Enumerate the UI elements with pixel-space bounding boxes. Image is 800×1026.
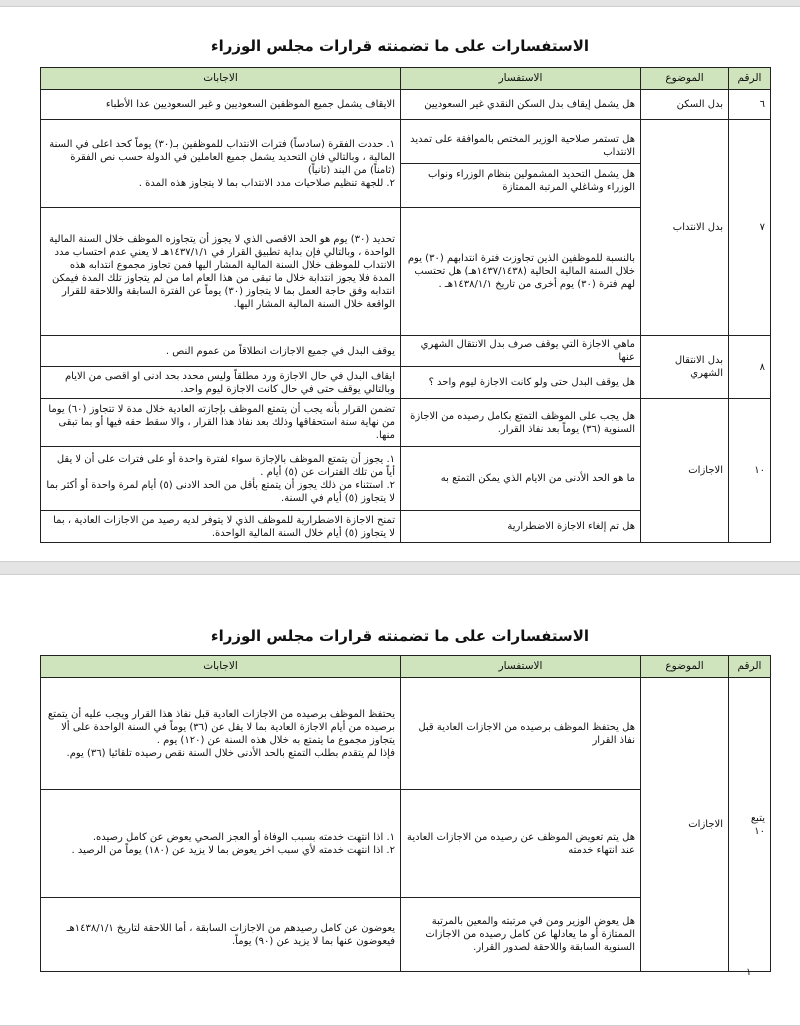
table-row (41, 399, 771, 447)
row-answer (41, 790, 401, 898)
row-topic: بدل الانتقال الشهري (641, 336, 729, 399)
header-answer: الاجابات (41, 656, 401, 678)
answer-text: ٢. للجهة تنظيم صلاحيات مدد الانتداب بما لا يتجاوز هذه المدة . (138, 177, 395, 189)
header-question: الاستفسار (401, 68, 641, 90)
row-number: ٨ (729, 336, 771, 399)
row-question (401, 120, 641, 208)
answer-text: ١. حددت الفقرة (سادساً) فترات الانتداب للموظفين بـ(٣٠) يوماً كحد اعلى في السنة المالية ، وبالتالي فان التحديد يشمل جميع العاملين في الدولة حسب نص الفقرة (ثامناً) من البند (ثانياً) (49, 138, 395, 176)
divider (401, 163, 640, 164)
row-question: ماهي الاجازة التي يوقف صرف بدل الانتقال الشهري عنها (401, 336, 641, 367)
document-page-2 (0, 574, 800, 1026)
answer-text: يحتفظ الموظف برصيده من الاجازات العادية قبل نفاذ هذا القرار ويجب عليه أن يتمتع برصيده من أيام الاجازة العادية بما لا يقل عن (٣٦) يوماً في السنة الواحدة على ألا يتجاوز مجموع ما يتمتع به خلال هذه السنة عن (١٢٠) يوم . (47, 708, 395, 746)
row-answer: يعوضون عن كامل رصيدهم من الاجازات السابقة ، أما اللاحقة لتاريخ ١٤٣٨/١/١هـ فيعوضون عنها بما لا يزيد عن (٩٠) يوماً. (41, 898, 401, 972)
table-header-row (41, 68, 771, 90)
document-page-1 (0, 6, 800, 562)
row-answer: ايقاف البدل في حال الاجازة ورد مطلقاً وليس محدد بحد ادنى او اقصى من الايام وبالتالي يوقف حتى في حال كانت الاجازة ليوم واحد. (41, 367, 401, 399)
row-question: هل تم إلغاء الاجازة الاضطرارية (401, 511, 641, 543)
row-answer: يوقف البدل في جميع الاجازات انطلاقاً من عموم النص . (41, 336, 401, 367)
inquiries-table (40, 67, 771, 543)
table-row (41, 336, 771, 367)
question-text: هل تستمر صلاحية الوزير المختص بالموافقة على تمديد الانتداب (410, 134, 635, 158)
row-question: هل يجب على الموظف التمتع بكامل رصيده من الاجازة السنوية (٣٦) يوماً بعد نفاذ القرار. (401, 399, 641, 447)
inquiries-table (40, 655, 771, 972)
row-question: ما هو الحد الأدنى من الايام الذي يمكن التمتع به (401, 447, 641, 511)
table-header-row (41, 656, 771, 678)
table-row (41, 678, 771, 790)
answer-text: ٢. اذا انتهت خدمته لأي سبب اخر يعوض بما لا يزيد عن (١٨٠) يوماً من الرصيد . (71, 844, 395, 856)
row-number: ١٠ (729, 399, 771, 543)
row-answer: الايقاف يشمل جميع الموظفين السعوديين و غير السعوديين عدا الأطباء (41, 90, 401, 120)
row-answer: تحديد (٣٠) يوم هو الحد الاقصى الذي لا يجوز أن يتجاوزه الموظف خلال السنة المالية الواحدة ، وبالتالي فإن بداية تطبيق القرار في ١٤٣٧/١/١هـ لا يعني عدم احتساب مدد الانتداب للموظف خلال السنة المالية المشار اليها فمن تجاوز مجموع انتدابه هذه المدة فلا يجوز انتدابة خلال ما تبقى من هذا العام اما من لم يتجاوز تلك المدة فيمكن انتدابه وفق حاجة العمل بما لا يتجاوز (٣٠) يوماً عن الفترة السابقة واللاحقة للقرار الواقعة خلال السنة المالية المشار اليها. (41, 208, 401, 336)
row-question: هل يشمل إيقاف بدل السكن النقدي غير السعوديين (401, 90, 641, 120)
row-number (729, 678, 771, 972)
row-topic: بدل السكن (641, 90, 729, 120)
row-answer (41, 678, 401, 790)
page-title: الاستفسارات على ما تضمنته قرارات مجلس الوزراء (210, 627, 590, 645)
answer-text: ١. اذا انتهت خدمته بسبب الوفاة أو العجز الصحي يعوض عن كامل رصيده. (92, 831, 395, 843)
header-topic: الموضوع (641, 656, 729, 678)
row-topic: الاجازات (641, 399, 729, 543)
continued-label: يتبع (750, 812, 765, 824)
table-row (41, 90, 771, 120)
row-answer (41, 120, 401, 208)
row-number: ٦ (729, 90, 771, 120)
row-answer (41, 447, 401, 511)
answer-text: ٢. استثناء من ذلك يجوز أن يتمتع بأقل من الحد الادنى (٥) أيام لمرة واحدة أو أكثر بما لا يتجاوز (٥) أيام في السنة. (46, 479, 395, 504)
header-answer: الاجابات (41, 68, 401, 90)
row-question: بالنسبة للموظفين الذين تجاوزت فترة انتدابهم (٣٠) يوم خلال السنة المالية الحالية (١٤٣٧/١٤٣٨هـ) هل تحتسب لهم فترة (٣٠) يوم أخرى من تاريخ ١٤٣٨/١/١هـ . (401, 208, 641, 336)
row-number: ٧ (729, 120, 771, 336)
page-title: الاستفسارات على ما تضمنته قرارات مجلس الوزراء (210, 37, 590, 55)
header-num: الرقم (729, 68, 771, 90)
answer-text: فإذا لم يتقدم بطلب التمتع بالحد الأدنى خلال السنة نقص رصيده تلقائيا (٣٦) يوم. (66, 747, 395, 759)
row-question: هل يحتفظ الموظف برصيده من الاجازات العادية قبل نفاذ القرار (401, 678, 641, 790)
header-topic: الموضوع (641, 68, 729, 90)
header-question: الاستفسار (401, 656, 641, 678)
table-row (41, 120, 771, 208)
question-text: هل يشمل التحديد المشمولين بنظام الوزراء ونواب الوزراء وشاغلي المرتبة الممتازة (427, 169, 635, 193)
row-question: هل يوقف البدل حتى ولو كانت الاجازة ليوم واحد ؟ (401, 367, 641, 399)
page-number: ١ (746, 967, 752, 978)
row-question: هل يتم تعويض الموظف عن رصيده من الاجازات العادية عند انتهاء خدمته (401, 790, 641, 898)
row-topic: الاجازات (641, 678, 729, 972)
row-answer: تضمن القرار بأنه يجب أن يتمتع الموظف بإجازته العادية خلال مدة لا تتجاوز (٦٠) يوما من نهاية سنة استحقاقها وذلك بعد نفاذ هذا القرار ، والا سقط حقه فيها أو بما تبقى منها. (41, 399, 401, 447)
row-number-value: ١٠ (754, 825, 765, 837)
row-topic: بدل الانتداب (641, 120, 729, 336)
answer-text: ١. يجوز أن يتمتع الموظف بالإجازة سواء لفترة واحدة أو على فترات على أن لا يقل أياً من تلك الفترات عن (٥) أيام . (56, 453, 395, 478)
header-num: الرقم (729, 656, 771, 678)
row-answer: تمنح الاجازة الاضطرارية للموظف الذي لا يتوفر لديه رصيد من الاجازات العادية ، بما لا يتجاوز (٥) أيام خلال السنة المالية الواحدة. (41, 511, 401, 543)
row-question: هل يعوض الوزير ومن في مرتبته والمعين بالمرتبة الممتازة أو ما يعادلها عن كامل رصيده من الاجازات السنوية السابقة واللاحقة لصدور القرار. (401, 898, 641, 972)
